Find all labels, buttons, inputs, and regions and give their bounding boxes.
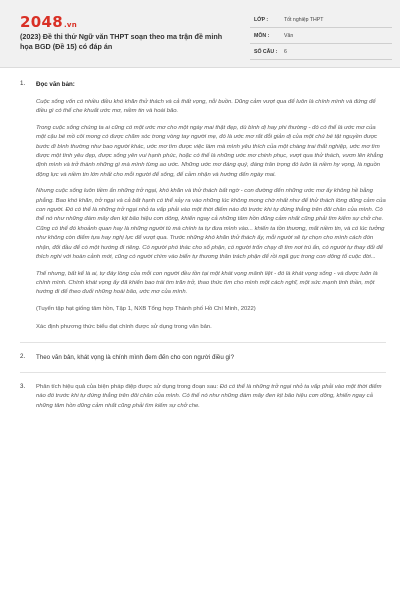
question-body xyxy=(36,80,386,332)
meta-row-class xyxy=(250,14,392,28)
passage-paragraph: Thế nhưng, bất kể là ai, tự đáy lòng của mỗi con người đều tồn tại một khát vọng mãnh liệt - đó là khát vọng sống - và được luôn là chính mình. Chính khát vọng ấy đã khiến bao trái tim trăn trở, thao thức tìm cho mình một cách nghĩ, một sức mạnh tinh thần, một hướng đi để theo đuổi những hoài bão, ước mơ của mình. xyxy=(36,270,378,296)
meta-panel xyxy=(250,14,392,62)
question-text xyxy=(36,383,386,411)
question-number: 2. xyxy=(20,352,26,360)
page-header xyxy=(0,0,400,68)
site-logo[interactable] xyxy=(20,13,77,31)
question-number: 1. xyxy=(20,80,26,87)
passage-paragraph: Cuộc sống vốn có nhiều điều khó khăn thử thách và cả thất vọng, nỗi buồn. Dũng cảm vượt qua để luôn là chính mình và đứng để điều gì có thể che khuất ước mơ, niềm tin và hoài bão. xyxy=(36,99,376,115)
meta-value: Tốt nghiệp THPT xyxy=(284,17,324,23)
meta-value: 6 xyxy=(284,49,287,55)
question-quote: Đó có thể là những trở ngại nhỏ ta vấp phải vào một thời điểm nào đó trước khi tự đứng thẳng trên đôi chân của mình. Có thể nó như những đám mây đen kịt bão hiệu cơn dông, khiến ngay cả những tâm hồn dũng cảm nhất cũng phải tìm kiếm sự chở che. xyxy=(36,383,382,409)
meta-value: Văn xyxy=(284,33,294,39)
meta-key: MÔN : xyxy=(254,33,270,39)
passage-paragraph: Nhưng cuộc sống luôn tiềm ẩn những trở ngại, khó khăn và thử thách bất ngờ - con đường đến những ước mơ ấy không hề bằng phẳng. Bao khó khăn, trở ngại và cả bất hạnh có thể xảy ra vào những lúc không mong chờ nhất như để thử thách lòng dũng cảm của con người. Đó có thể là những trở ngại nhỏ ta vấp phải vào một thời điểm nào đó trước khi tự đứng thẳng trên đôi chân của mình. Có thể nó như những đám mây đen kịt bão hiệu cơn dông, khiến ngay cả những tâm hồn dũng cảm nhất cũng phải tìm kiếm sự chở che. Cũng có thể đó khoảnh quan hay là những người tù mà chính ta tự đưa mình vào... khiến ta tồn thương, mất niềm tin, và có lúc tưởng như không còn điểm tựa hay nghị lực để vượt qua. Trước những khó khăn thử thách ấy, mỗi người sẽ tự chọn cho mình cách đón nhận, đối đầu để có một hướng đi riêng. Có người phó thác cho số phận, có người trốn chạy đi tìm nơi trú ẩn, có người tự thay đổi để thích nghi với hoàn cảnh mới, cũng có người chìm vào biển tự thương thân trách phận để rồi ngã gục trong con dông tố cuộc đời... xyxy=(36,188,386,261)
question-lead: Phân tích hiệu quả của biện pháp điệp được sử dụng trong đoạn sau: xyxy=(36,383,219,390)
question-2 xyxy=(20,353,386,362)
question-3 xyxy=(20,383,386,411)
question-text: Theo văn bản, khát vọng là chính mình đem đến cho con người điều gì? xyxy=(36,353,235,361)
reading-passage xyxy=(36,98,386,298)
meta-key: LỚP : xyxy=(254,17,269,23)
question-task: Xác định phương thức biểu đạt chính được sử dụng trong văn bản. xyxy=(36,323,212,330)
passage-source: (Tuyển tập hạt giống tâm hồn, Tập 1, NXB Tổng hợp Thành phố Hồ Chí Minh, 2022) xyxy=(36,305,256,312)
question-title: Đọc văn bản: xyxy=(36,81,75,88)
logo-suffix: .vn xyxy=(63,21,78,29)
document-title: (2023) Đề thi thử Ngữ văn THPT soạn theo ma trận đề minh họa BGD (Đề 15) có đáp án xyxy=(20,32,223,51)
question-body xyxy=(36,353,386,362)
meta-key: SỐ CÂU : xyxy=(254,49,278,55)
question-1 xyxy=(20,80,386,332)
question-body xyxy=(36,383,386,411)
passage-paragraph: Trong cuộc sống chúng ta ai cũng có một ước mơ cho một ngày mai thật đẹp, dù bình dị hay phi thường - đó có thể là ước mơ của một cậu bé mồ côi mong có được chăm sóc trong vòng tay người mẹ, đó là ước mơ rất đỗi giản dị của một chú bé tật nguyền được bước đi bình thường như bao người khác, ước mơ tìm được việc làm mà mình yêu thích của một chàng trai thất nghiệp, ước mơ tìm được một tình yêu đẹp, được sống yên vui hạnh phúc, hoặc có thể là những ước mơ chinh phục, vượt qua thử thách, vươn lên khẳng định mình và trở thành những gì mà mình từng ao ước. Những ước mơ đáng quý, đáng trân trọng đó luôn là niềm hy vọng, là nguồn động lực và niềm tin lớn nhất cho mỗi người để sống, để cảm nhận và hướng đến ngày mai. xyxy=(36,124,384,178)
logo-main: 2048 xyxy=(20,13,63,31)
question-number: 3. xyxy=(20,382,26,390)
meta-row-count xyxy=(250,46,392,60)
divider xyxy=(20,342,386,343)
divider xyxy=(20,372,386,373)
questions-content xyxy=(20,80,386,411)
meta-row-subject xyxy=(250,30,392,44)
